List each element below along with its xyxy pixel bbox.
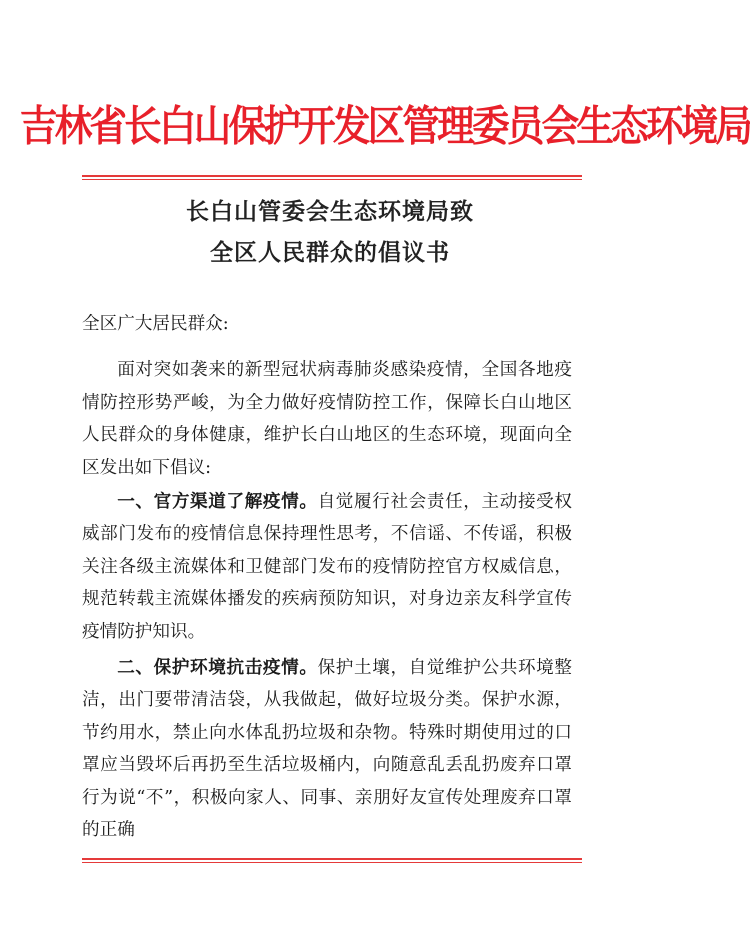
document-title-line1: 长白山管委会生态环境局致 bbox=[186, 198, 474, 225]
section-paragraph-2 bbox=[82, 652, 572, 846]
section-body-1: 自觉履行社会责任，主动接受权威部门发布的疫情信息保持理性思考，不信谣、不传谣，积极关注各级主流媒体和卫健部门发布的疫情防控官方权威信息，规范转载主流媒体播发的疾病预防知识，对身边亲友科学宣传疫情防护知识。 bbox=[82, 492, 572, 642]
document-title-line2: 全区人民群众的倡议书 bbox=[210, 239, 450, 266]
organization-letterhead: 吉林省长白山保护开发区管理委员会生态环境局 bbox=[19, 101, 750, 152]
header-divider bbox=[82, 175, 582, 180]
section-heading-2: 二、保护环境抗击疫情。 bbox=[117, 658, 318, 679]
greeting: 全区广大居民群众: bbox=[82, 314, 229, 334]
document-body bbox=[82, 308, 572, 847]
intro-paragraph: 面对突如袭来的新型冠状病毒肺炎感染疫情，全国各地疫情防控形势严峻，为全力做好疫情防控工作，保障长白山地区人民群众的身体健康，维护长白山地区的生态环境，现面向全区发出如下倡议: bbox=[82, 360, 572, 478]
section-heading-1: 一、官方渠道了解疫情。 bbox=[117, 492, 318, 513]
section-paragraph-1 bbox=[82, 486, 572, 648]
section-body-2: 保护土壤，自觉维护公共环境整洁，出门要带清洁袋，从我做起，做好垃圾分类。保护水源，节约用水，禁止向水体乱扔垃圾和杂物。特殊时期使用过的口罩应当毁坏后再扔至生活垃圾桶内，向随意乱丢乱扔废弃口罩行为说“不”，积极向家人、同事、亲朋好友宣传处理废弃口罩的正确 bbox=[82, 658, 572, 841]
footer-divider bbox=[82, 858, 582, 863]
